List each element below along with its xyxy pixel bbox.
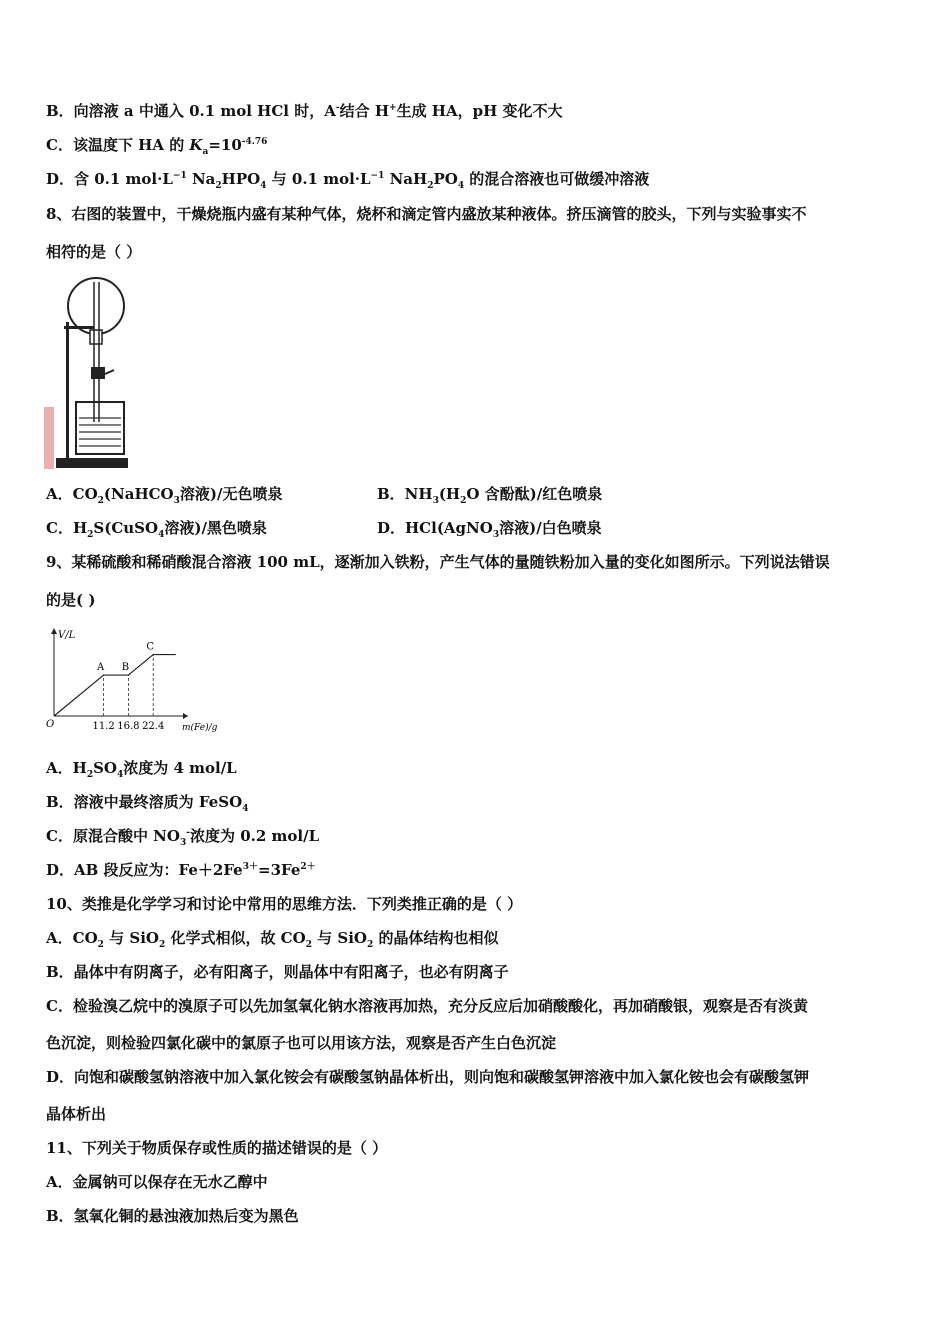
q9-stem-line1: 9、某稀硫酸和稀硝酸混合溶液 100 mL，逐渐加入铁粉，产生气体的量随铁粉加入量的变化如图所示。下列说法错误 <box>46 553 830 571</box>
flask-icon <box>68 278 124 334</box>
point-label: B <box>121 662 130 674</box>
q9-option-d: D．AB 段反应为：$Fe+2Fe^{3+}=3Fe^{2+}$ <box>46 861 316 879</box>
series-line <box>54 655 176 716</box>
q8-stem-line1: 8、右图的装置中，干燥烧瓶内盛有某种气体，烧杯和滴定管内盛放某种液体。挤压滴管的胶头，下列与实验事实不 <box>46 205 807 223</box>
apparatus-stand-rod <box>66 322 69 460</box>
gas-volume-chart <box>40 622 220 740</box>
q7-option-b: B．向溶液 a 中通入 0.1 mol HCl 时，A-结合 H+生成 HA，pH 变化不大 <box>46 102 563 120</box>
x-tick-label: 16.8 <box>117 721 140 732</box>
q10-stem: 10、类推是化学学习和讨论中常用的思维方法．下列类推正确的是（ ） <box>46 895 523 913</box>
x-tick-label: 11.2 <box>92 721 115 732</box>
q9-stem-line2: 的是( ) <box>46 591 96 609</box>
q8-option-b: B．$NH_3(H_2O$ 含酚酞)/红色喷泉 <box>377 485 603 506</box>
q7-option-c: C．该温度下 HA 的 $K_a=10^{-4.76}$ <box>46 136 268 157</box>
q7-option-d: D．含 0.1 $mol\cdot L^{-1}$ $Na_2HPO_4$ 与 0.1 $mol\cdot L^{-1}$ $NaH_2PO_4$ 的混合溶液也可做缓冲溶液 <box>46 170 650 191</box>
q8-option-c: C．$H_2S(CuSO_4$溶液)/黑色喷泉 <box>46 519 267 540</box>
q11-stem: 11、下列关于物质保存或性质的描述错误的是（ ） <box>46 1139 388 1157</box>
q9-option-a: A．$H_2SO_4$浓度为 4 mol/L <box>46 759 237 780</box>
x-axis-label: m(Fe)/g <box>182 723 218 733</box>
point-label: A <box>96 662 105 674</box>
q11-option-a: A．金属钠可以保存在无水乙醇中 <box>46 1173 268 1191</box>
q10-option-b: B．晶体中有阴离子，必有阳离子，则晶体中有阳离子，也必有阴离子 <box>46 963 509 981</box>
q8-option-a: A．$CO_2(NaHCO_3$溶液)/无色喷泉 <box>46 485 283 506</box>
dropper-bulb-icon <box>91 367 105 379</box>
fountain-apparatus-figure <box>44 272 138 474</box>
q10-option-d-line1: D．向饱和碳酸氢钠溶液中加入氯化铵会有碳酸氢钠晶体析出，则向饱和碳酸氢钾溶液中加入氯化铵也会有碳酸氢钾 <box>46 1068 810 1086</box>
q10-option-c-line2: 色沉淀，则检验四氯化碳中的氯原子也可以用该方法，观察是否产生白色沉淀 <box>46 1034 557 1052</box>
x-tick-label: 22.4 <box>142 721 165 732</box>
origin-label: O <box>46 719 55 730</box>
q8-option-d: D．HCl(AgNO$_3$溶液)/白色喷泉 <box>377 519 602 540</box>
q8-stem-line2: 相符的是（ ） <box>46 243 142 261</box>
point-label: C <box>146 641 155 653</box>
q10-option-a: A．$CO_2$ 与 SiO$_2$ 化学式相似，故 $CO_2$ 与 SiO$_2$ 的晶体结构也相似 <box>46 929 499 950</box>
q9-option-b: B．溶液中最终溶质为 FeSO$_4$ <box>46 793 249 814</box>
q10-option-c-line1: C．检验溴乙烷中的溴原子可以先加氢氧化钠水溶液再加热，充分反应后加硝酸酸化，再加硝酸银，观察是否有淡黄 <box>46 997 808 1015</box>
q11-option-b: B．氢氧化铜的悬浊液加热后变为黑色 <box>46 1207 299 1225</box>
x-axis-arrow-icon <box>183 713 188 719</box>
y-axis-arrow-icon <box>51 628 57 634</box>
y-axis-label: V/L <box>58 630 76 641</box>
q9-option-c: C．原混合酸中 $NO_3^-$浓度为 0.2 mol/L <box>46 827 320 848</box>
q10-option-d-line2: 晶体析出 <box>46 1105 107 1123</box>
